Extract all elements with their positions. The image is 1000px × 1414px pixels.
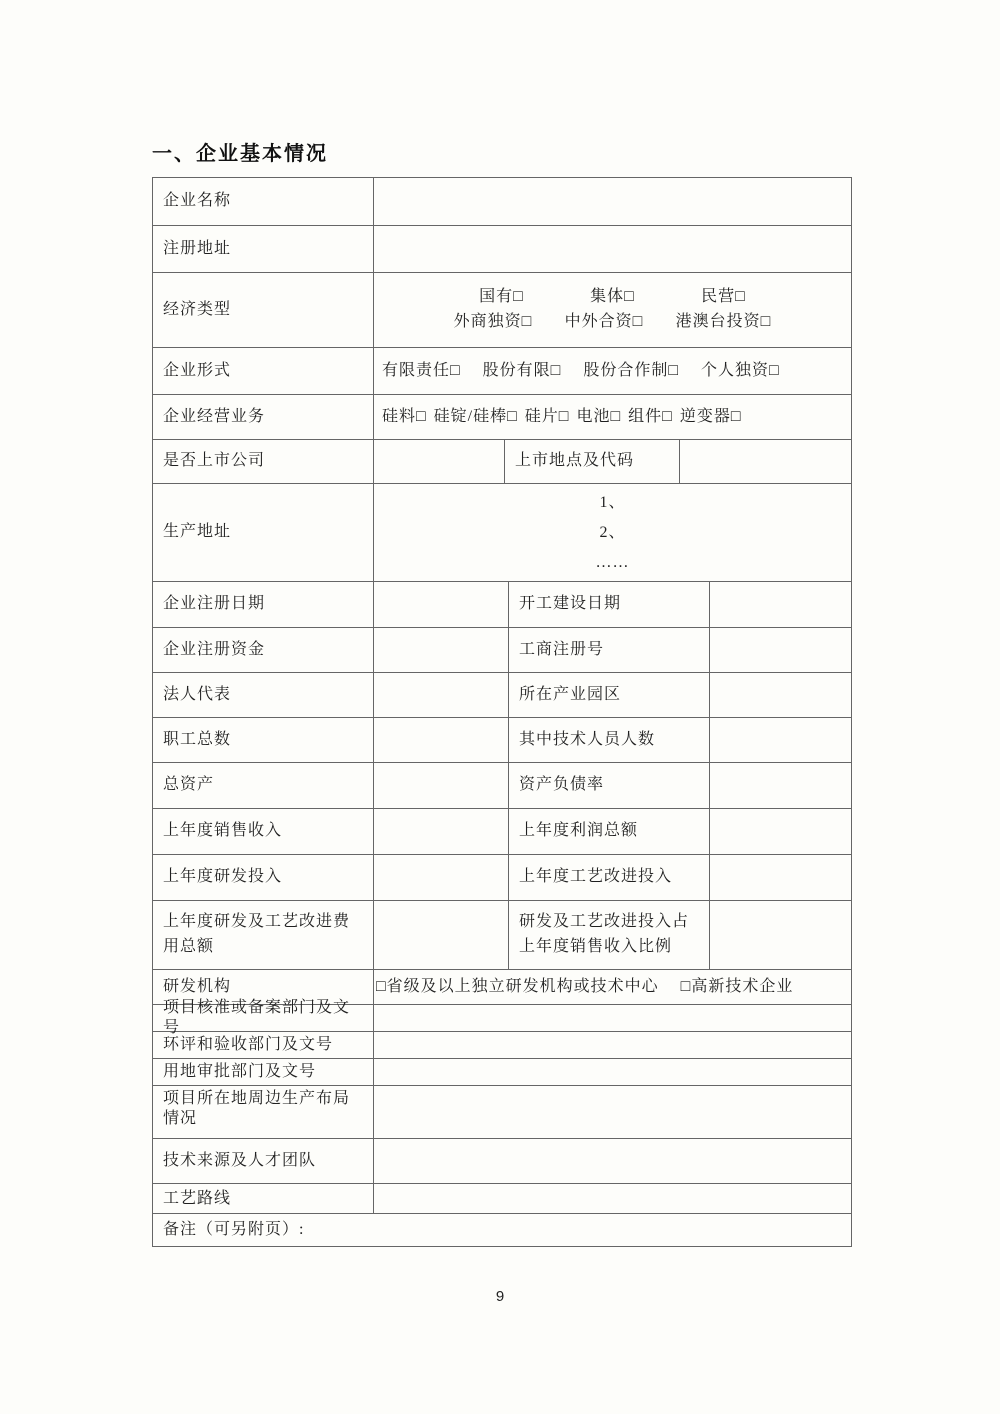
table-row xyxy=(153,672,851,717)
field-label: 企业形式 xyxy=(163,361,232,379)
field-value-cell[interactable] xyxy=(373,582,508,627)
company-info-table xyxy=(152,177,852,1247)
section-title: 一、企业基本情况 xyxy=(152,143,328,165)
table-row xyxy=(153,225,851,272)
field-value-cell[interactable] xyxy=(373,901,508,969)
page-number: 9 xyxy=(495,1288,505,1305)
field-label: 工艺路线 xyxy=(163,1189,232,1207)
checkbox-option[interactable]: 电池□ xyxy=(576,407,622,425)
field-value-cell[interactable] xyxy=(709,628,851,672)
checkbox-option[interactable]: 组件□ xyxy=(628,407,673,425)
checkbox-option[interactable]: 港澳台投资□ xyxy=(675,313,772,330)
table-row xyxy=(153,1058,851,1085)
field-value-cell[interactable] xyxy=(373,178,851,225)
field-value-cell[interactable] xyxy=(373,440,504,483)
field-label: 其中技术人员人数 xyxy=(508,718,709,762)
checkbox-option[interactable]: 个人独资□ xyxy=(701,361,780,379)
field-value-cell[interactable] xyxy=(709,901,851,969)
field-label: 开工建设日期 xyxy=(508,582,709,627)
checkbox-option[interactable]: 中外合资□ xyxy=(564,313,644,330)
field-label: 企业名称 xyxy=(163,192,232,210)
checkbox-option[interactable]: 逆变器□ xyxy=(679,407,742,425)
table-row xyxy=(153,581,851,627)
company-form-options xyxy=(373,348,851,394)
field-label: 上年度研发及工艺改进费用总额 xyxy=(163,913,351,955)
field-value-cell[interactable] xyxy=(373,1005,851,1031)
table-row xyxy=(153,717,851,762)
field-value-cell[interactable] xyxy=(709,673,851,717)
field-value-cell[interactable] xyxy=(373,1139,851,1183)
field-label: 项目所在地周边生产布局情况 xyxy=(163,1090,351,1127)
table-row xyxy=(153,1183,851,1213)
field-label: 资产负债率 xyxy=(508,763,709,808)
field-label: 研发机构 xyxy=(163,978,232,995)
address-line: …… xyxy=(595,553,630,571)
field-value-cell[interactable] xyxy=(373,809,508,854)
table-row xyxy=(153,999,851,1036)
checkbox-option[interactable]: 有限责任□ xyxy=(382,361,461,379)
field-value-cell[interactable] xyxy=(709,809,851,854)
checkbox-option[interactable]: 股份有限□ xyxy=(482,361,562,379)
field-label: 企业注册日期 xyxy=(163,595,266,613)
checkbox-option[interactable]: □高新技术企业 xyxy=(680,978,794,995)
field-label: 企业注册资金 xyxy=(163,640,266,658)
field-value-cell[interactable] xyxy=(373,1184,851,1213)
table-row xyxy=(153,854,851,900)
remark-cell[interactable]: 备注（可另附页）: xyxy=(163,1221,305,1238)
field-label: 用地审批部门及文号 xyxy=(163,1063,317,1080)
table-row xyxy=(153,439,851,483)
field-label: 注册地址 xyxy=(163,239,232,257)
field-value-cell[interactable] xyxy=(373,673,508,717)
field-label: 上年度研发投入 xyxy=(163,868,283,886)
table-row xyxy=(153,1031,851,1058)
field-value-cell[interactable] xyxy=(373,763,508,808)
business-scope-options xyxy=(373,395,851,439)
field-label: 法人代表 xyxy=(163,685,232,703)
table-row xyxy=(153,1085,851,1138)
table-row xyxy=(153,808,851,854)
checkbox-option[interactable]: □省级及以上独立研发机构或技术中心 xyxy=(376,978,659,995)
address-line: 2、 xyxy=(599,523,626,541)
checkbox-option[interactable]: 硅料□ xyxy=(382,407,427,425)
field-label: 项目核准或备案部门及文号 xyxy=(163,999,351,1036)
field-value-cell[interactable] xyxy=(373,1059,851,1085)
field-label: 所在产业园区 xyxy=(508,673,709,717)
checkbox-option[interactable]: 国有□ xyxy=(479,288,524,306)
production-address-lines[interactable] xyxy=(373,484,851,581)
field-value-cell[interactable] xyxy=(679,440,851,483)
field-label: 上市地点及代码 xyxy=(504,440,679,483)
field-label: 环评和验收部门及文号 xyxy=(163,1036,334,1053)
address-line: 1、 xyxy=(599,493,626,511)
table-row xyxy=(153,178,851,225)
field-label: 是否上市公司 xyxy=(163,452,266,470)
field-value-cell[interactable] xyxy=(373,628,508,672)
table-row xyxy=(153,627,851,672)
field-label: 上年度销售收入 xyxy=(163,822,283,840)
option-line xyxy=(479,285,746,310)
field-value-cell[interactable] xyxy=(373,226,851,272)
checkbox-option[interactable]: 硅片□ xyxy=(524,407,570,425)
table-row xyxy=(153,900,851,969)
table-row xyxy=(153,483,851,581)
checkbox-option[interactable]: 民营□ xyxy=(701,288,746,306)
field-label: 生产地址 xyxy=(163,523,232,541)
field-label: 工商注册号 xyxy=(508,628,709,672)
field-value-cell[interactable] xyxy=(373,855,508,900)
option-line xyxy=(454,310,772,335)
table-row xyxy=(153,1138,851,1183)
table-row xyxy=(153,272,851,347)
field-value-cell[interactable] xyxy=(709,582,851,627)
field-label: 经济类型 xyxy=(163,300,232,318)
field-value-cell[interactable] xyxy=(709,718,851,762)
table-row xyxy=(153,1213,851,1246)
checkbox-option[interactable]: 外商独资□ xyxy=(453,313,533,330)
table-row xyxy=(153,394,851,439)
page-content xyxy=(152,137,852,1247)
economic-type-options xyxy=(373,273,851,347)
field-label: 上年度工艺改进投入 xyxy=(508,855,709,900)
rd-institution-options xyxy=(373,970,851,1004)
table-row xyxy=(153,762,851,808)
field-label: 总资产 xyxy=(163,776,215,794)
field-value-cell[interactable] xyxy=(373,718,508,762)
field-value-cell[interactable] xyxy=(373,1032,851,1058)
checkbox-option[interactable]: 硅锭/硅棒□ xyxy=(433,407,518,425)
field-label: 职工总数 xyxy=(163,730,232,748)
field-label: 技术来源及人才团队 xyxy=(163,1151,317,1169)
field-label: 研发及工艺改进投入占上年度销售收入比例 xyxy=(508,901,709,969)
checkbox-option[interactable]: 集体□ xyxy=(590,288,635,306)
field-label: 企业经营业务 xyxy=(163,407,266,425)
field-value-cell[interactable] xyxy=(709,855,851,900)
field-value-cell[interactable] xyxy=(709,763,851,808)
checkbox-option[interactable]: 股份合作制□ xyxy=(583,361,680,379)
field-value-cell[interactable] xyxy=(373,1086,851,1138)
field-label: 上年度利润总额 xyxy=(508,809,709,854)
table-row xyxy=(153,347,851,394)
